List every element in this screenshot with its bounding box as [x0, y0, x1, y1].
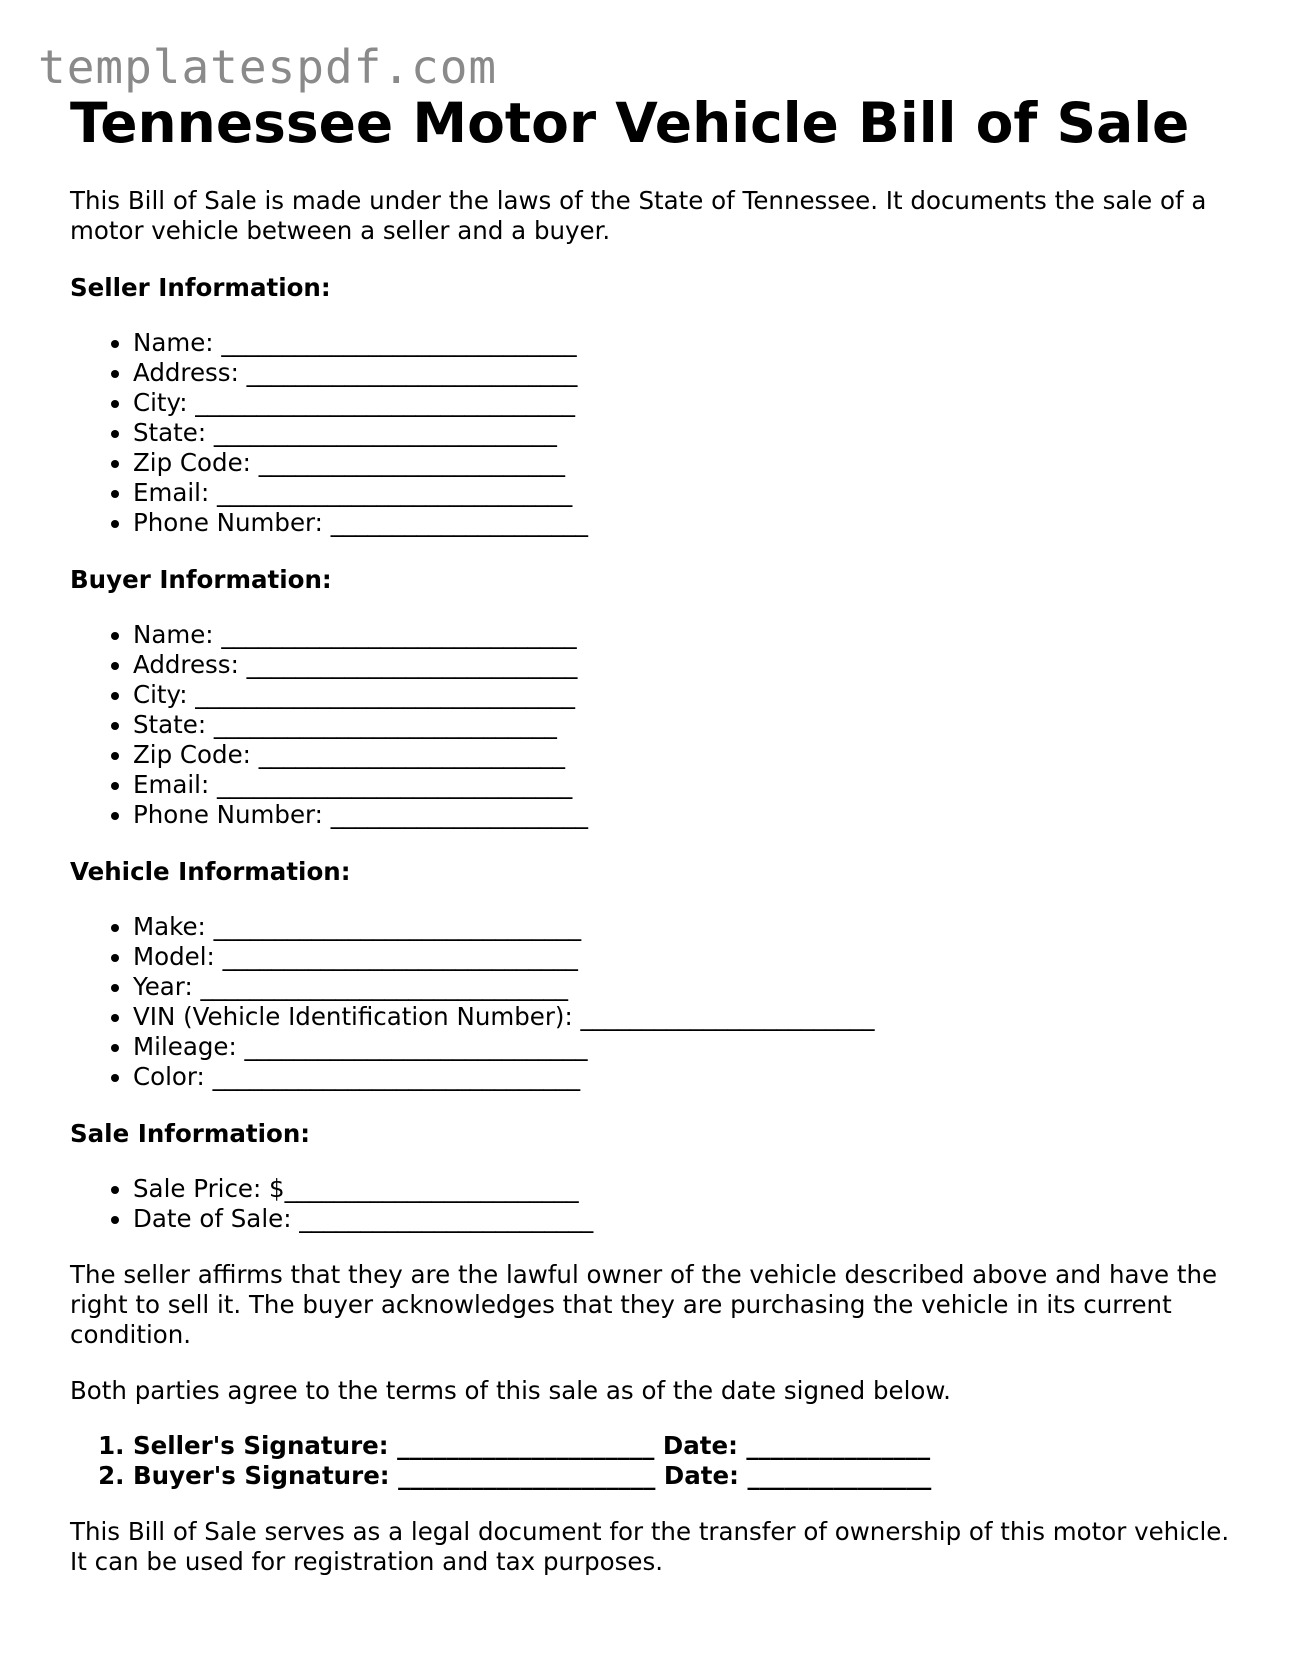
list-item: • VIN (Vehicle Identification Number): ________________________	[133, 1002, 1230, 1032]
list-item: • Phone Number: _____________________	[133, 508, 1230, 538]
signature-list	[70, 1431, 1230, 1491]
list-item: • Model: _____________________________	[133, 942, 1230, 972]
list-item: • Date of Sale: ________________________	[133, 1204, 1230, 1234]
list-item: • Name: _____________________________	[133, 620, 1230, 650]
list-item: • Zip Code: _________________________	[133, 448, 1230, 478]
list-item: • Phone Number: _____________________	[133, 800, 1230, 830]
list-item: • Sale Price: $________________________	[133, 1174, 1230, 1204]
sale-field-list	[70, 1174, 1230, 1234]
document-body	[70, 88, 1230, 1577]
list-item: • Email: _____________________________	[133, 770, 1230, 800]
intro-paragraph: This Bill of Sale is made under the laws of the State of Tennessee. It documents the sale of a motor vehicle between a seller and a buyer.	[70, 186, 1207, 245]
vehicle-field-list	[70, 912, 1230, 1092]
affirmation-paragraph: The seller affirms that they are the lawful owner of the vehicle described above and have the right to sell it. The buyer acknowledges that they are purchasing the vehicle in its current condition.	[70, 1260, 1218, 1349]
seller-signature-line: 1. Seller's Signature: _____________________ Date: _______________	[133, 1431, 1230, 1461]
vehicle-section-heading: Vehicle Information:	[70, 857, 351, 886]
list-item: • Year: ______________________________	[133, 972, 1230, 1002]
buyer-field-list	[70, 620, 1230, 830]
page-title: Tennessee Motor Vehicle Bill of Sale	[70, 91, 1190, 155]
seller-section-heading: Seller Information:	[70, 273, 331, 302]
list-item: • Name: _____________________________	[133, 328, 1230, 358]
list-item: • Make: ______________________________	[133, 912, 1230, 942]
closing-paragraph: This Bill of Sale serves as a legal document for the transfer of ownership of this motor vehicle. It can be used for registration and tax purposes.	[70, 1517, 1230, 1576]
buyer-signature-line: 2. Buyer's Signature: _____________________ Date: _______________	[133, 1461, 1230, 1491]
list-item: • State: ____________________________	[133, 710, 1230, 740]
list-item: • Email: _____________________________	[133, 478, 1230, 508]
list-item: • State: ____________________________	[133, 418, 1230, 448]
list-item: • Address: ___________________________	[133, 650, 1230, 680]
list-item: • Zip Code: _________________________	[133, 740, 1230, 770]
seller-field-list	[70, 328, 1230, 538]
watermark-text: templatespdf.com	[38, 40, 498, 94]
buyer-section-heading: Buyer Information:	[70, 565, 332, 594]
list-item: • Mileage: ____________________________	[133, 1032, 1230, 1062]
agreement-paragraph: Both parties agree to the terms of this sale as of the date signed below.	[70, 1376, 951, 1405]
list-item: • City: _______________________________	[133, 680, 1230, 710]
list-item: • Color: ______________________________	[133, 1062, 1230, 1092]
list-item: • Address: ___________________________	[133, 358, 1230, 388]
list-item: • City: _______________________________	[133, 388, 1230, 418]
sale-section-heading: Sale Information:	[70, 1119, 311, 1148]
